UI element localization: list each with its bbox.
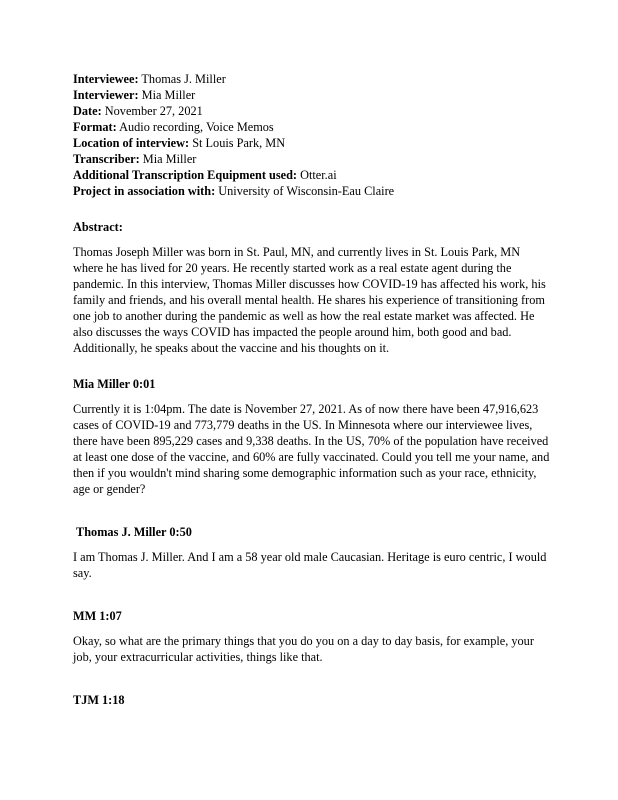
meta-value: University of Wisconsin-Eau Claire <box>218 184 395 198</box>
meta-value: Mia Miller <box>141 88 196 102</box>
meta-label: Interviewer: <box>73 88 139 102</box>
meta-project <box>73 183 553 199</box>
speaker-heading: Mia Miller 0:01 <box>73 377 156 391</box>
meta-label: Project in association with: <box>73 184 216 198</box>
transcript-text: Currently it is 1:04pm. The date is November 27, 2021. As of now there have been 47,916,623 cases of COVID-19 and 773,779 deaths in the US. In Minnesota where our interviewee lives, there have been 895,229 cases and 9,338 deaths. In the US, 70% of the population have received at least one dose of the vaccine, and 60% are fully vaccinated. Could you tell me your name, and then if you wouldn't mind sharing some demographic information such as your race, ethnicity, age or gender? <box>73 402 550 496</box>
meta-value: Mia Miller <box>142 152 197 166</box>
abstract-heading: Abstract: <box>73 220 123 234</box>
document-page <box>73 71 553 708</box>
meta-value: Audio recording, Voice Memos <box>119 120 274 134</box>
meta-value: Thomas J. Miller <box>141 72 226 86</box>
meta-value: St Louis Park, MN <box>192 136 286 150</box>
interview-metadata <box>73 71 553 199</box>
meta-interviewee <box>73 71 553 87</box>
meta-interviewer <box>73 87 553 103</box>
meta-label: Transcriber: <box>73 152 140 166</box>
meta-transcriber <box>73 151 553 167</box>
meta-label: Date: <box>73 104 102 118</box>
abstract-text: Thomas Joseph Miller was born in St. Paul, MN, and currently lives in St. Louis Park, MN where he has lived for 20 years. He recently started work as a real estate agent during the pandemic. In this interview, Thomas Miller discusses how COVID-19 has affected his work, his family and friends, and his overall mental health. He shares his experience of transitioning from one job to another during the pandemic as well as how the real estate market was affected. He also discusses the ways COVID has impacted the people around him, both good and bad. Additionally, he speaks about the vaccine and his thoughts on it. <box>73 245 546 355</box>
transcript-text: I am Thomas J. Miller. And I am a 58 year old male Caucasian. Heritage is euro centric, I would say. <box>73 550 547 580</box>
meta-equipment <box>73 167 553 183</box>
speaker-heading: Thomas J. Miller 0:50 <box>76 525 192 539</box>
meta-format <box>73 119 553 135</box>
meta-date <box>73 103 553 119</box>
speaker-heading: TJM 1:18 <box>73 693 125 707</box>
meta-value: Otter.ai <box>300 168 337 182</box>
meta-value: November 27, 2021 <box>104 104 203 118</box>
meta-label: Interviewee: <box>73 72 139 86</box>
meta-label: Format: <box>73 120 117 134</box>
meta-label: Location of interview: <box>73 136 190 150</box>
speaker-heading: MM 1:07 <box>73 609 122 623</box>
meta-location <box>73 135 553 151</box>
transcript-text: Okay, so what are the primary things that you do you on a day to day basis, for example, your job, your extracurricular activities, things like that. <box>73 634 534 664</box>
meta-label: Additional Transcription Equipment used: <box>73 168 298 182</box>
